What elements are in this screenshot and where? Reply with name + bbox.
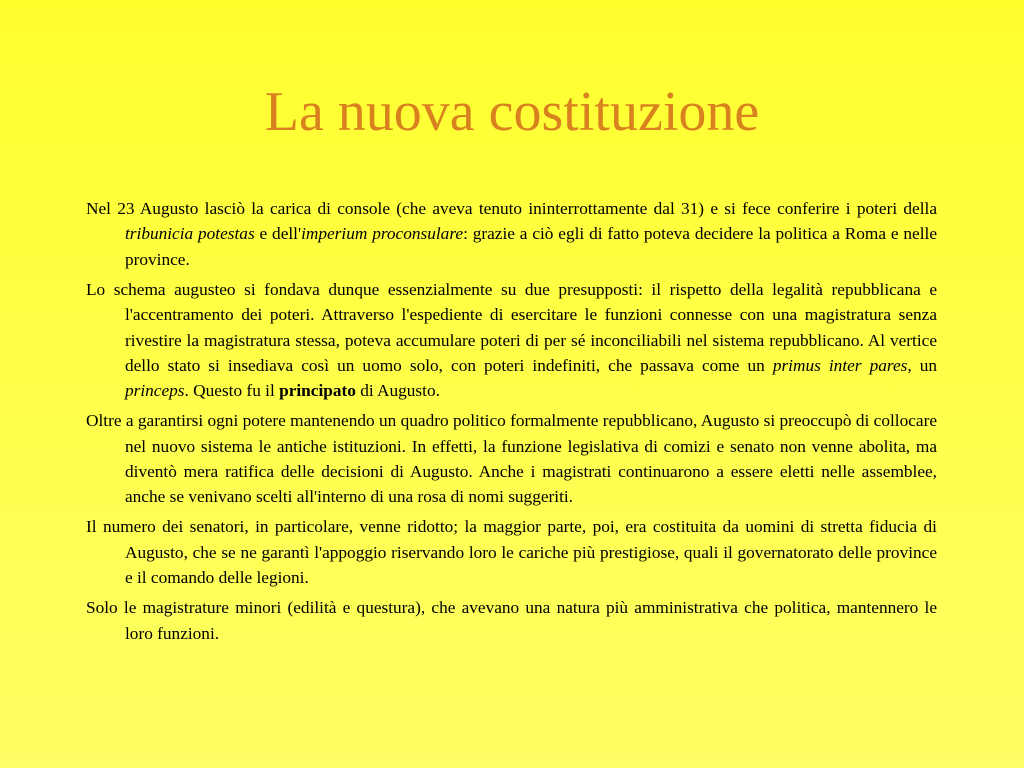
slide-body [86, 196, 937, 650]
paragraph-2-text-1: Lo schema augusteo si fondava dunque essenzialmente su due presupposti: il rispetto della legalità repubblicana e l'accentramento dei poteri. Attraverso l'espediente di esercitare le funzioni connesse con una magistratura senza rivestire la magistratura stessa, poteva accumulare poteri di per sé inconciliabili nel sistema repubblicano. Al vertice dello stato si insediava così un uomo solo, con poteri indefiniti, che passava come un [86, 279, 937, 375]
paragraph-1-text-3: : grazie a ciò egli di fatto poteva decidere la politica a Roma e nelle province. [125, 224, 937, 269]
paragraph-2-text-3: . Questo fu il [184, 381, 280, 401]
paragraph-2 [86, 277, 937, 404]
paragraph-2-text-4: di Augusto. [355, 381, 440, 401]
term-primus-inter-pares: primus inter pares [772, 355, 908, 375]
paragraph-4: Il numero dei senatori, in particolare, venne ridotto; la maggior parte, poi, era costituita da uomini di stretta fiducia di Augusto, che se ne garantì l'appoggio riservando loro le cariche più prestigiose, quali il governatorato delle province e il comando delle legioni. [86, 517, 937, 588]
slide-title: La nuova costituzione [264, 81, 760, 143]
term-imperium-proconsulare: imperium proconsulare [301, 224, 464, 244]
term-princeps: princeps [125, 381, 185, 401]
paragraph-1-text-1: Nel 23 Augusto lasciò la carica di console (che aveva tenuto ininterrottamente dal 31) e si fece conferire i poteri della [86, 199, 937, 218]
paragraph-5: Solo le magistrature minori (edilità e questura), che avevano una natura più amministrativa che politica, mantennero le loro funzioni. [86, 598, 937, 643]
paragraph-2-text-2: , un [907, 355, 938, 375]
term-principato: principato [279, 381, 356, 401]
paragraph-1 [86, 196, 937, 272]
term-tribunicia-potestas: tribunicia potestas [125, 224, 255, 244]
paragraph-3: Oltre a garantirsi ogni potere mantenendo un quadro politico formalmente repubblicano, Augusto si preoccupò di collocare nel nuovo sistema le antiche istituzioni. In effetti, la funzione legislativa di comizi e senato non venne abolita, ma diventò mera ratifica delle decisioni di Augusto. Anche i magistrati continuarono a essere eletti nelle assemblee, anche se venivano scelti all'interno di una rosa di nomi suggeriti. [86, 411, 937, 507]
paragraph-1-text-2: e dell' [254, 224, 302, 244]
